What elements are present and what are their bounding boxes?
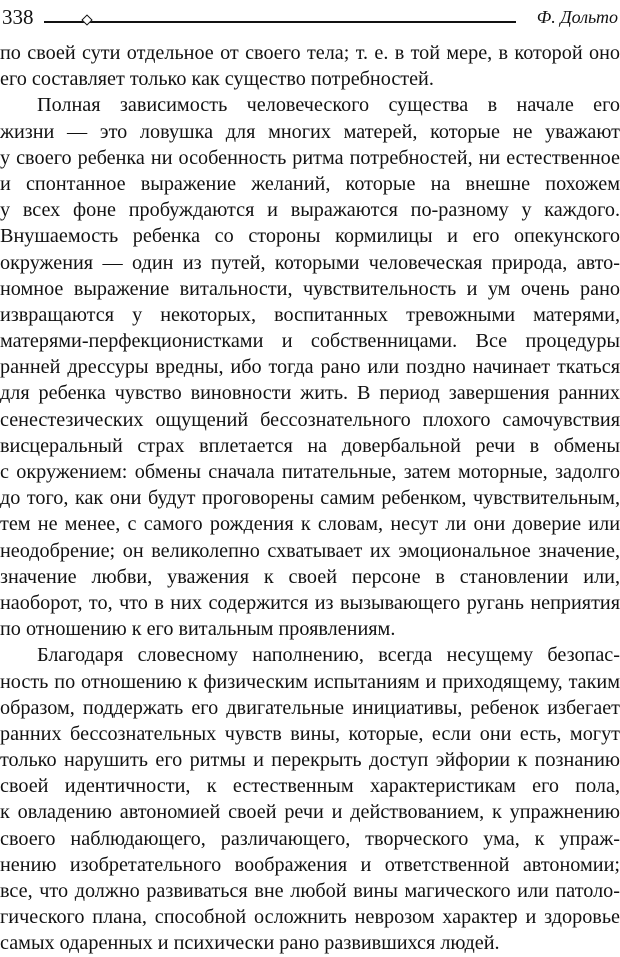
text-line: к овладению автономией своей речи и действованием, к упражнению [0, 801, 620, 824]
text-line: Внушаемость ребенка со стороны кормилицы и его опекунского [0, 225, 620, 248]
paragraph [0, 40, 620, 92]
text-line: у своего ребенка ни особенность ритма потребностей, ни естественное [0, 146, 620, 169]
header-rule [44, 21, 516, 23]
text-line: своей идентичности, к естественным характеристикам его пола, [0, 775, 620, 798]
text-line: нению изобретательного воображения и ответственной автономии; [0, 853, 620, 876]
text-line: по отношению к его витальным проявлениям. [0, 618, 396, 641]
text-line: жизни — это ловушка для многих матерей, которые не уважают [0, 120, 620, 143]
text-line: тем не менее, с самого рождения к словам, несут ли они доверие или [0, 513, 620, 536]
text-line: все, что должно развиваться вне любой вины магического или патоло- [0, 880, 620, 902]
text-line: для ребенка чувство виновности жить. В период завершения ранних [0, 382, 620, 405]
text-line: гического плана, способной осложнить неврозом характер и здоровье [0, 906, 620, 929]
text-line: извращаются у некоторых, воспитанных тревожными матерями, [0, 303, 620, 326]
text-line: своего наблюдающего, различающего, творческого ума, к упраж- [0, 827, 620, 850]
text-line: наоборот, то, что в них содержится из вызывающего ругань неприятия [0, 591, 620, 614]
page-number: 338 [2, 5, 34, 29]
text-line: образом, поддержать его двигательные инициативы, ребенок избегает [0, 696, 620, 719]
text-line: у всех фоне пробуждаются и выражаются по-разному у каждого. [0, 199, 620, 222]
paragraph [0, 642, 620, 956]
paragraph [0, 92, 620, 642]
text-line: окружения — один из путей, которыми человеческая природа, авто- [0, 251, 620, 274]
body-text [0, 40, 620, 957]
text-line: висцеральный страх вплетается на довербальной речи в обмены [0, 434, 620, 457]
text-line: по своей сути отдельное от своего тела; т. е. в той мере, в которой оно [0, 42, 620, 64]
text-line: с окружением: обмены сначала питательные, затем моторные, задолго [0, 461, 620, 483]
text-line: и спонтанное выражение желаний, которые на внешне похожем [0, 172, 620, 195]
text-line: ранней дрессуры вредны, ибо тогда рано или поздно начинает ткаться [0, 356, 620, 379]
text-line: ранних бессознательных чувств вины, которые, если они есть, могут [0, 722, 620, 745]
page-header [0, 0, 620, 34]
text-line: матерями-перфекционистками и собственницами. Все процедуры [0, 330, 620, 353]
diamond-ornament-icon [81, 14, 92, 25]
text-line: значение любви, уважения к своей персоне в становлении или, [0, 565, 620, 588]
text-line: только нарушить его ритмы и перекрыть доступ эйфории к познанию [0, 749, 620, 772]
text-line: до того, как они будут проговорены самим ребенком, чувствительным, [0, 487, 620, 510]
running-head-author: Ф. Дольто [536, 7, 618, 27]
text-line: его составляет только как существо потребностей. [0, 68, 434, 91]
text-line: Полная зависимость человеческого существа в начале его [37, 94, 620, 117]
text-line: ность по отношению к физическим испытаниям и приходящему, таким [0, 670, 620, 693]
text-line: номное выражение витальности, чувствительность и ум очень рано [0, 277, 620, 300]
text-line: сенестезических ощущений бессознательного плохого самочувствия [0, 408, 620, 431]
text-line: Благодаря словесному наполнению, всегда несущему безопас- [37, 644, 620, 667]
text-line: самых одаренных и психически рано развившихся людей. [0, 932, 500, 955]
text-line: неодобрение; он великолепно схватывает их эмоциональное значение, [0, 539, 620, 562]
